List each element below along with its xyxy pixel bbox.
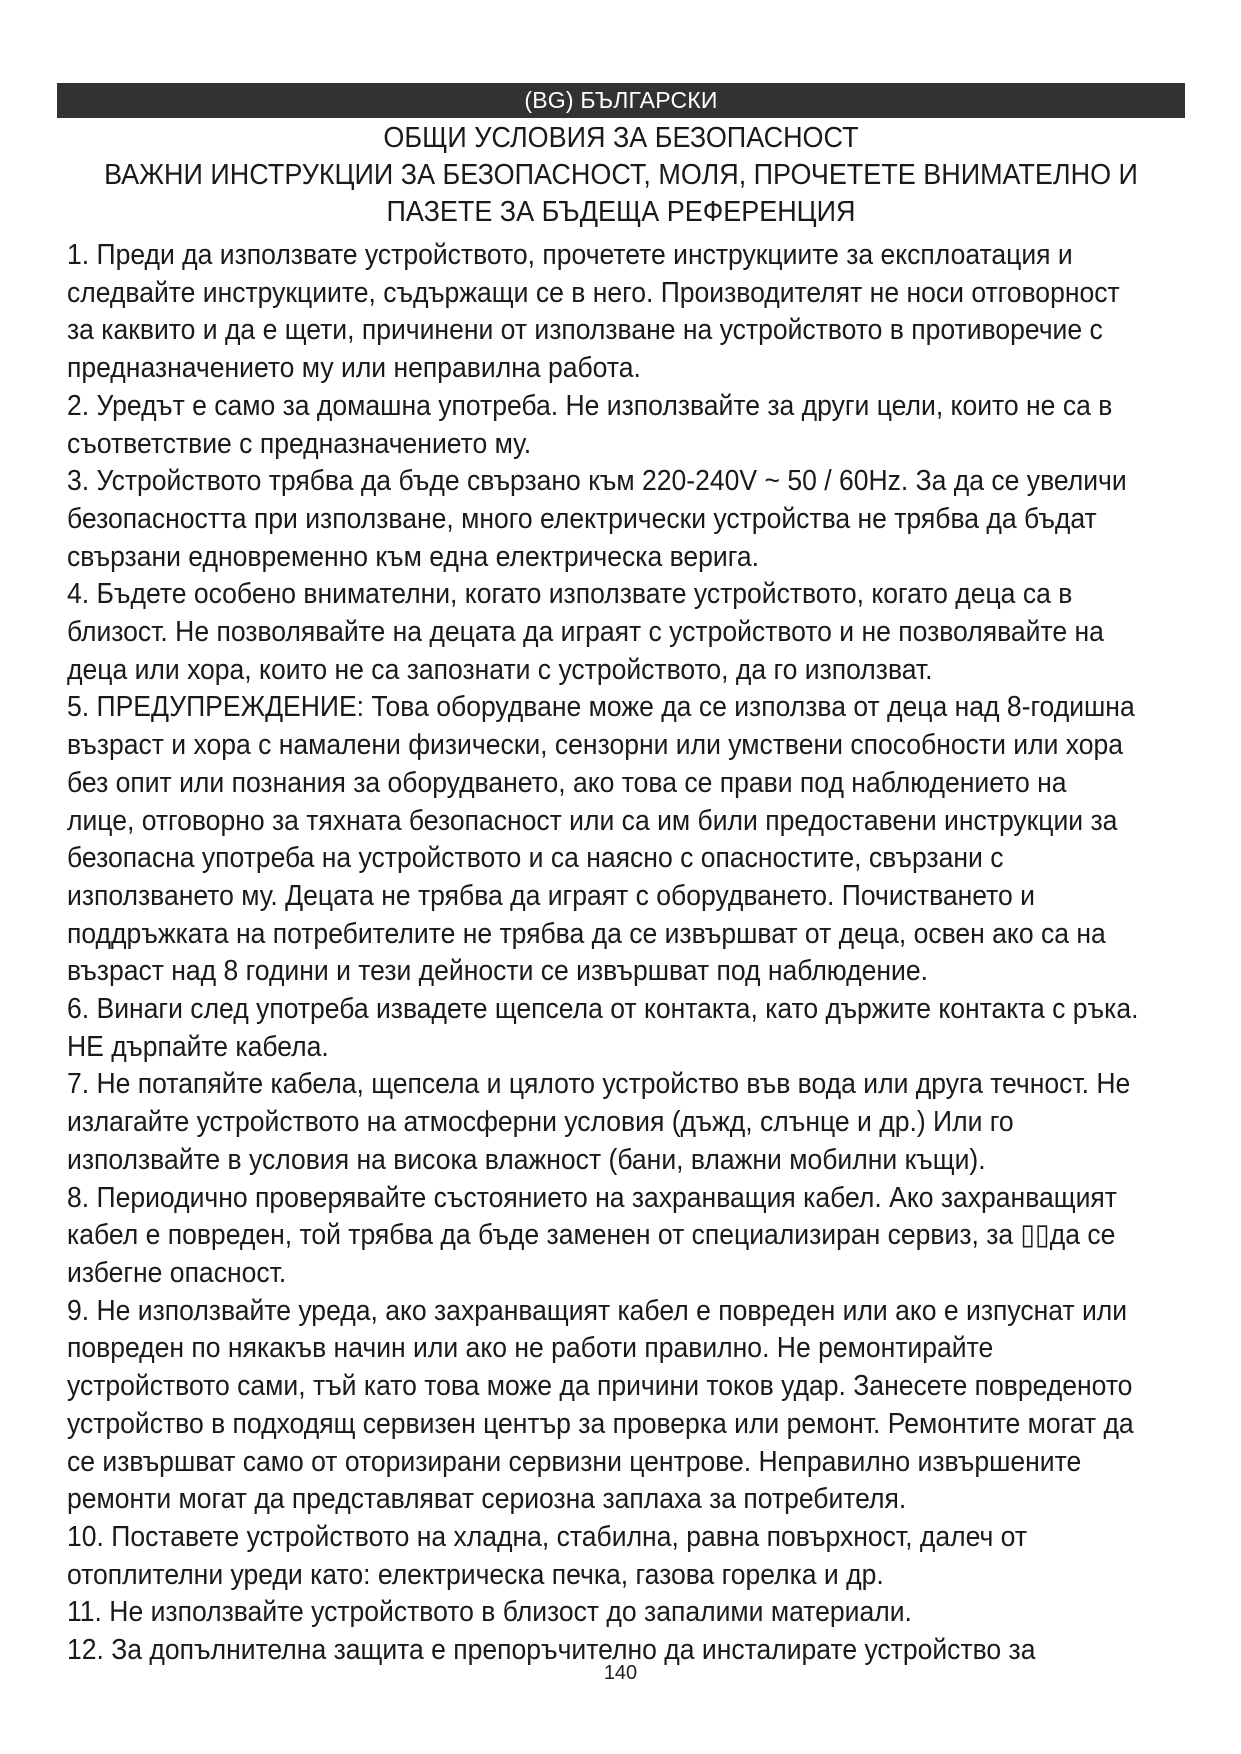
text-line: безопасна употреба на устройството и са наясно с опасностите, свързани с bbox=[67, 842, 1004, 875]
text-line: НЕ дърпайте кабела. bbox=[67, 1030, 329, 1063]
instruction-item-3 bbox=[67, 463, 1174, 576]
text-line: отоплителни уреди като: електрическа печка, газова горелка и др. bbox=[67, 1558, 884, 1591]
text-line: ремонти могат да представляват сериозна заплаха за потребителя. bbox=[67, 1483, 907, 1516]
text-line: предназначението му или неправилна работа. bbox=[67, 352, 641, 385]
section-title: ОБЩИ УСЛОВИЯ ЗА БЕЗОПАСНОСТ bbox=[383, 122, 859, 154]
text-line: деца или хора, които не са запознати с устройството, да го използват. bbox=[67, 653, 933, 686]
text-line: за каквито и да е щети, причинени от използване на устройството в противоречие с bbox=[67, 314, 1103, 347]
instruction-item-9 bbox=[67, 1293, 1174, 1519]
text-line: 12. За допълнителна защита е препоръчително да инсталирате устройство за bbox=[67, 1634, 1036, 1667]
page-number: 140 bbox=[603, 1662, 638, 1684]
text-line: излагайте устройството на атмосферни условия (дъжд, слънце и др.) Или го bbox=[67, 1106, 1014, 1139]
instruction-item-10 bbox=[67, 1519, 1174, 1594]
text-line: се извършват само от оторизирани сервизни центрове. Неправилно извършените bbox=[67, 1445, 1082, 1478]
instruction-item-2 bbox=[67, 388, 1174, 463]
text-line: поддръжката на потребителите не трябва да се извършват от деца, освен ако са на bbox=[67, 917, 1106, 950]
text-line: повреден по някакъв начин или ако не работи правилно. Не ремонтирайте bbox=[67, 1332, 994, 1365]
text-line: съответствие с предназначението му. bbox=[67, 427, 532, 460]
text-line: следвайте инструкциите, съдържащи се в него. Производителят не носи отговорност bbox=[67, 276, 1120, 309]
text-line: без опит или познания за оборудването, ако това се прави под наблюдението на bbox=[67, 766, 1067, 799]
text-line: 1. Преди да използвате устройството, прочетете инструкциите за експлоатация и bbox=[67, 239, 1073, 271]
instruction-item-5 bbox=[67, 689, 1174, 991]
instruction-item-8 bbox=[67, 1180, 1174, 1293]
section-subtitle-line-1: ВАЖНИ ИНСТРУКЦИИ ЗА БЕЗОПАСНОСТ, МОЛЯ, ПРОЧЕТЕТЕ ВНИМАТЕЛНО И bbox=[104, 159, 1138, 191]
text-line: 11. Не използвайте устройството в близост до запалими материали. bbox=[67, 1596, 912, 1629]
text-line: 4. Бъдете особено внимателни, когато използвате устройството, когато деца са в bbox=[67, 578, 1073, 611]
text-line: 8. Периодично проверявайте състоянието на захранващия кабел. Ако захранващият bbox=[67, 1181, 1117, 1214]
language-label: (BG) БЪЛГАРСКИ bbox=[524, 87, 718, 113]
text-line: лице, отговорно за тяхната безопасност или са им били предоставени инструкции за bbox=[67, 804, 1118, 837]
text-line: използването му. Децата не трябва да играят с оборудването. Почистването и bbox=[67, 879, 1035, 912]
text-line: 10. Поставете устройството на хладна, стабилна, равна повърхност, далеч от bbox=[67, 1520, 1028, 1553]
section-subtitle-line-2: ПАЗЕТЕ ЗА БЪДЕЩА РЕФЕРЕНЦИЯ bbox=[386, 196, 856, 228]
text-line: 5. ПРЕДУПРЕЖДЕНИЕ: Това оборудване може да се използва от деца над 8-годишна bbox=[67, 691, 1135, 724]
text-line: избегне опасност. bbox=[67, 1256, 287, 1289]
text-line: 6. Винаги след употреба извадете щепсела от контакта, като държите контакта с ръка. bbox=[67, 993, 1139, 1026]
text-line: 7. Не потапяйте кабела, щепсела и цялото устройство във вода или друга течност. Не bbox=[67, 1068, 1131, 1101]
text-line: възраст над 8 години и тези дейности се извършват под наблюдение. bbox=[67, 955, 928, 988]
text-line: безопасността при използване, много електрически устройства не трябва да бъдат bbox=[67, 502, 1097, 535]
text-line: възраст и хора с намалени физически, сензорни или умствени способности или хора bbox=[67, 729, 1124, 762]
text-line: използвайте в условия на висока влажност (бани, влажни мобилни къщи). bbox=[67, 1143, 986, 1176]
text-line: 3. Устройството трябва да бъде свързано към 220-240V ~ 50 / 60Hz. За да се увеличи bbox=[67, 465, 1127, 498]
instruction-item-4 bbox=[67, 576, 1174, 689]
text-line: устройство в подходящ сервизен център за проверка или ремонт. Ремонтите могат да bbox=[67, 1407, 1134, 1440]
text-line: свързани едновременно към една електрическа верига. bbox=[67, 540, 759, 573]
text-line: близост. Не позволявайте на децата да играят с устройството и не позволявайте на bbox=[67, 616, 1104, 649]
language-header-bar bbox=[57, 83, 1185, 118]
instruction-item-1 bbox=[67, 237, 1174, 388]
instruction-item-11 bbox=[67, 1594, 1174, 1632]
safety-headings bbox=[96, 120, 1145, 231]
instruction-item-6 bbox=[67, 991, 1174, 1066]
instruction-item-7 bbox=[67, 1066, 1174, 1179]
text-line: 9. Не използвайте уреда, ако захранващият кабел е повреден или ако е изпуснат или bbox=[67, 1294, 1128, 1327]
text-line: кабел е повреден, той трябва да бъде заменен от специализиран сервиз, за ▯▯да се bbox=[67, 1219, 1116, 1252]
text-line: 2. Уредът е само за домашна употреба. Не използвайте за други цели, които не са в bbox=[67, 389, 1113, 422]
text-line: устройството сами, тъй като това може да причини токов удар. Занесете повреденото bbox=[67, 1370, 1133, 1403]
safety-instructions-list bbox=[67, 237, 1174, 1670]
